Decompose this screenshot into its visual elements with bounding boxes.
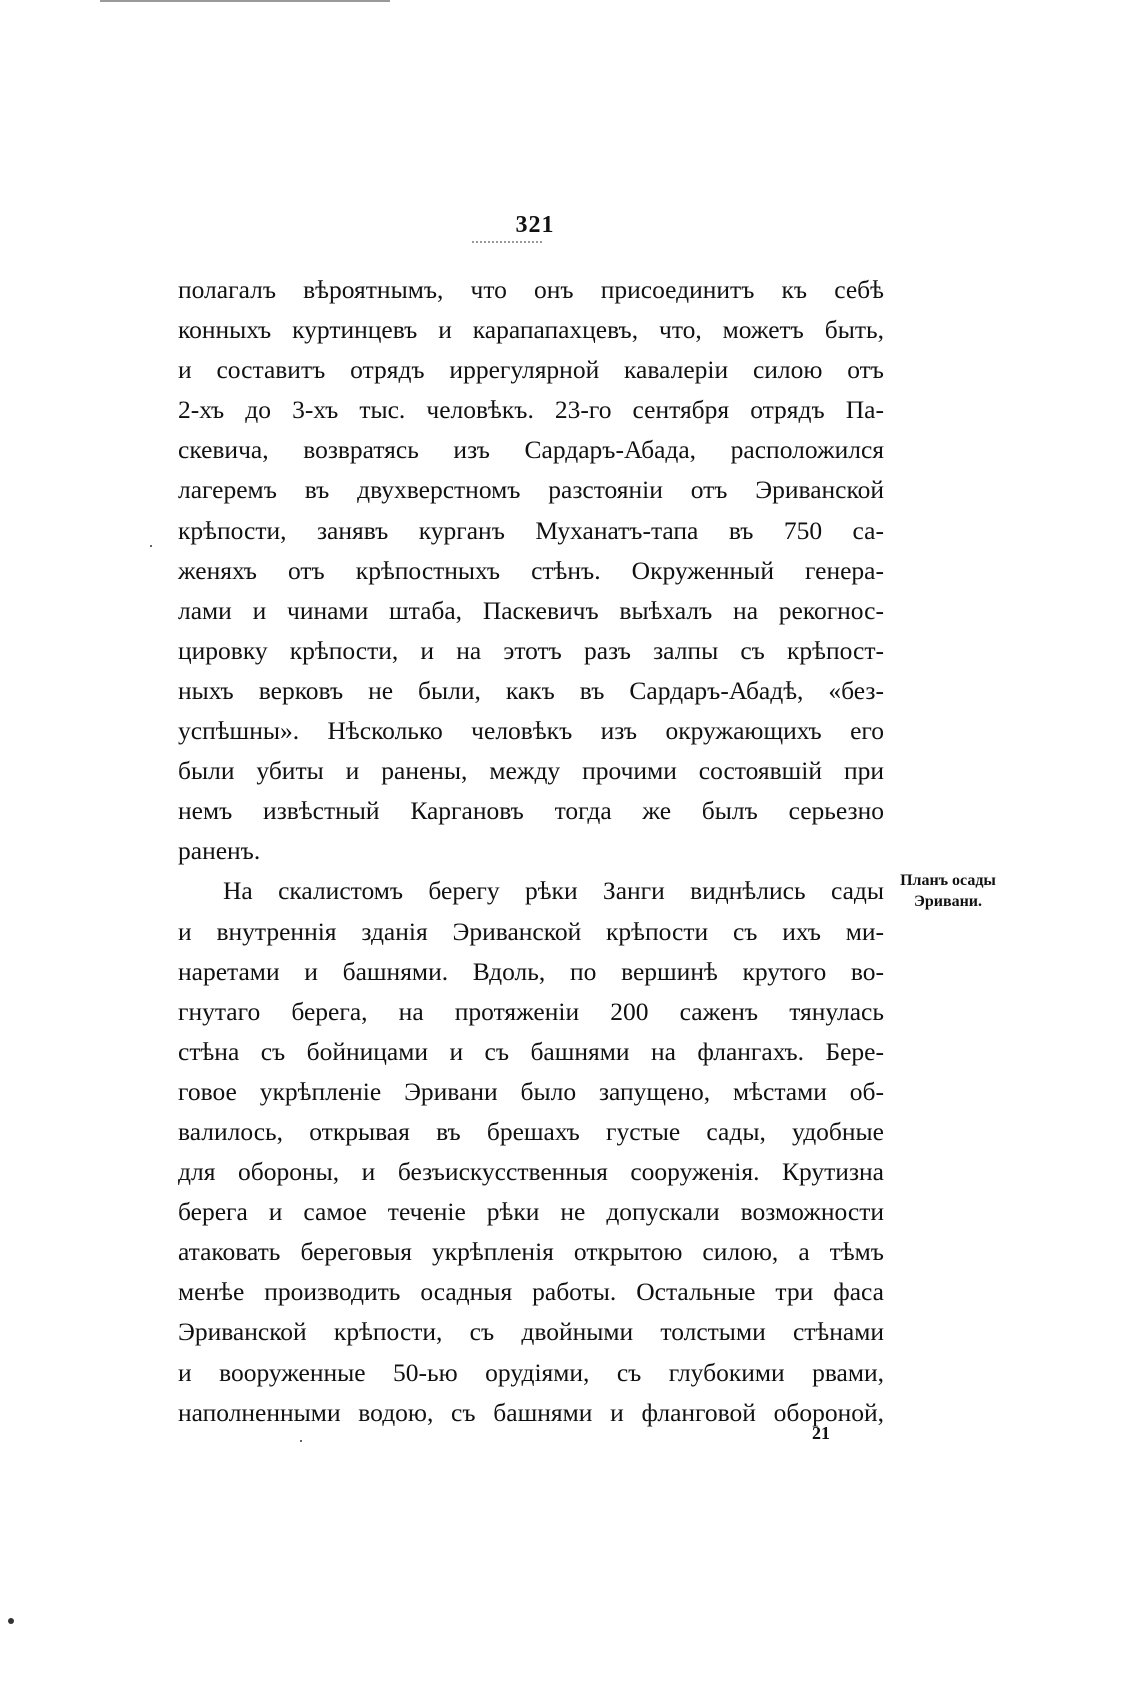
text-line: ныхъ верковъ не были, какъ въ Сардаръ-Абадѣ, «без-: [178, 675, 884, 705]
text-line: На скалистомъ берегу рѣки Занги виднѣлись сады: [223, 876, 884, 906]
text-line: и составитъ отрядъ иррегулярной кавалеріи силою отъ: [178, 355, 884, 385]
top-rule: [100, 0, 390, 2]
page-number-rule: [472, 241, 542, 247]
text-line: цировку крѣпости, и на этотъ разъ залпы съ крѣпост-: [178, 635, 884, 665]
text-line: крѣпости, занявъ курганъ Муханатъ-тапа въ 750 са-: [178, 515, 884, 545]
scan-speck: [300, 1440, 302, 1442]
text-line: скевича, возвратясь изъ Сардаръ-Абада, расположился: [178, 435, 884, 465]
text-line: для обороны, и безъискусственныя сооруженія. Крутизна: [178, 1157, 884, 1187]
text-line: берега и самое теченіе рѣки не допускали возможности: [178, 1197, 884, 1227]
text-line: успѣшны». Нѣсколько человѣкъ изъ окружающихъ его: [178, 716, 884, 746]
margin-note: [893, 870, 1003, 912]
text-line: лами и чинами штаба, Паскевичъ выѣхалъ на рекогнос-: [178, 595, 884, 625]
text-line: менѣе производить осадныя работы. Остальные три фаса: [178, 1277, 884, 1307]
signature-mark: 21: [812, 1423, 830, 1443]
text-line: наретами и башнями. Вдоль, по вершинѣ крутого во-: [178, 956, 884, 986]
text-line: конныхъ куртинцевъ и карапапахцевъ, что, можетъ быть,: [178, 315, 884, 345]
margin-note-line: Планъ осады: [900, 872, 996, 889]
text-line: 2-хъ до 3-хъ тыс. человѣкъ. 23-го сентября отрядъ Па-: [178, 395, 884, 425]
scan-speck: [150, 545, 152, 547]
text-line: наполненными водою, съ башнями и фланговой обороной,: [178, 1397, 884, 1427]
text-line: полагалъ вѣроятнымъ, что онъ присоединитъ къ себѣ: [178, 275, 884, 304]
page-number: 321: [515, 212, 555, 238]
text-line: стѣна съ бойницами и съ башнями на флангахъ. Бере-: [178, 1036, 884, 1066]
text-line: Эриванской крѣпости, съ двойными толстыми стѣнами: [178, 1317, 884, 1347]
text-line: атаковать береговыя укрѣпленія открытою силою, а тѣмъ: [178, 1237, 884, 1267]
paragraph-1: [178, 270, 884, 871]
body-text: [178, 270, 884, 1433]
text-line: говое укрѣпленіе Эривани было запущено, мѣстами об-: [178, 1076, 884, 1106]
scan-speck: [8, 1618, 14, 1624]
text-line: и вооруженные 50-ью орудіями, съ глубокими рвами,: [178, 1357, 884, 1387]
text-line: женяхъ отъ крѣпостныхъ стѣнъ. Окруженный генера-: [178, 555, 884, 585]
text-line: и внутреннія зданія Эриванской крѣпости съ ихъ ми-: [178, 916, 884, 946]
text-line: лагеремъ въ двухверстномъ разстояніи отъ Эриванской: [178, 475, 884, 505]
paragraph-2: [178, 871, 884, 1432]
text-line: гнутаго берега, на протяженіи 200 саженъ тянулась: [178, 996, 884, 1026]
margin-note-line: Эривани.: [913, 893, 983, 910]
text-line: раненъ.: [178, 836, 261, 866]
text-line: немъ извѣстный Каргановъ тогда же былъ серьезно: [178, 796, 884, 826]
text-line: валилось, открывая въ брешахъ густые сады, удобные: [178, 1116, 884, 1146]
text-line: были убиты и ранены, между прочими состоявшій при: [178, 756, 884, 786]
